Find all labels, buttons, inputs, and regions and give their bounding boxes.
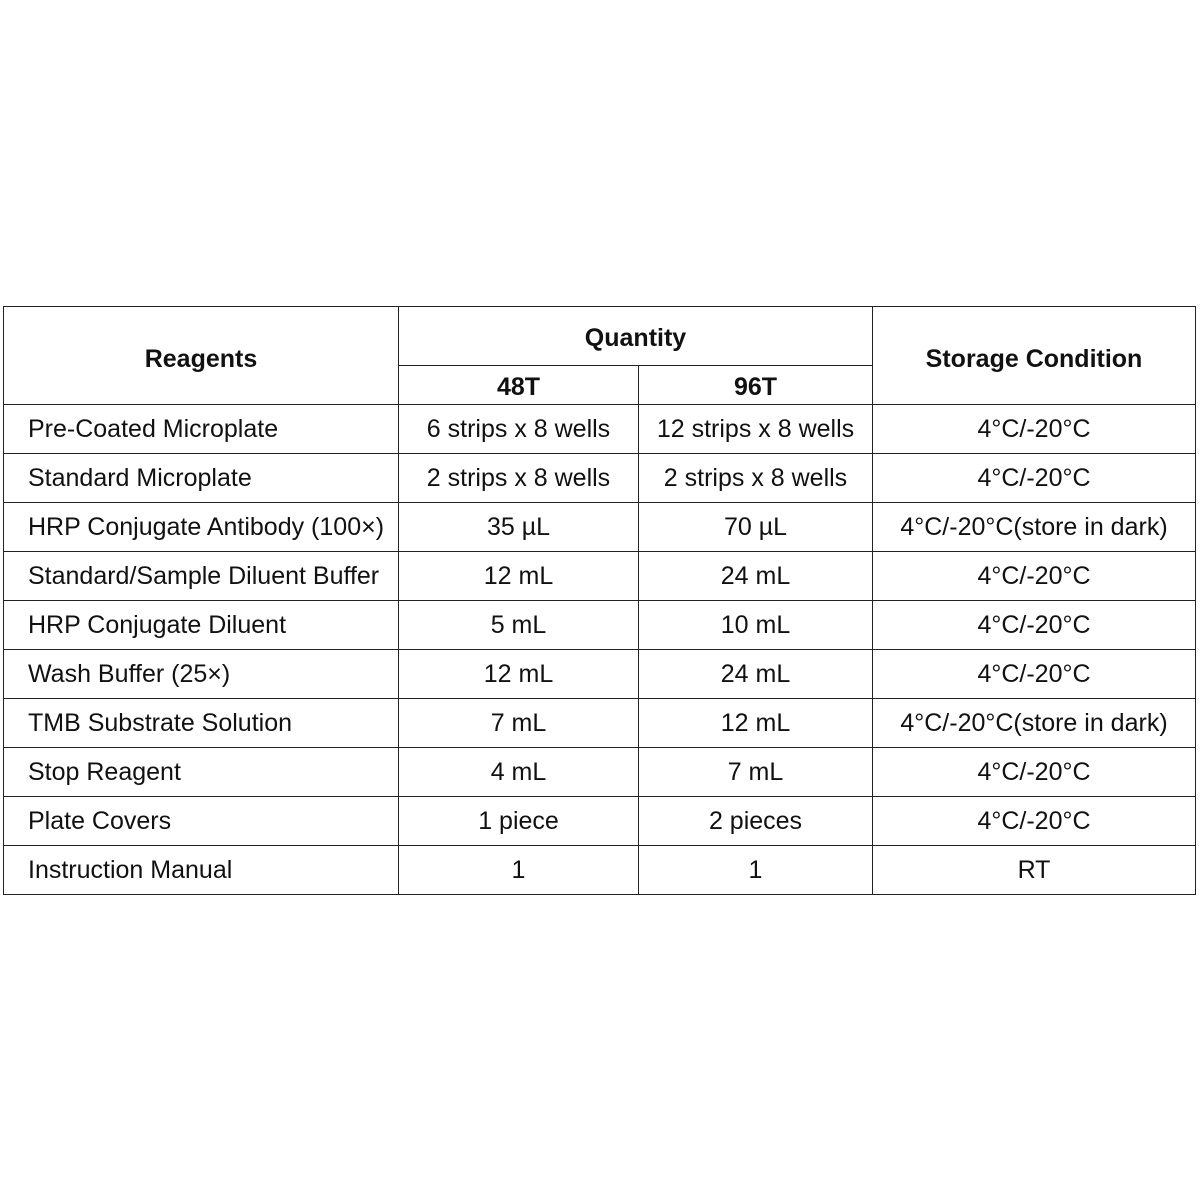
reagent-cell: Instruction Manual: [4, 846, 399, 895]
reagent-cell: Standard/Sample Diluent Buffer: [4, 552, 399, 601]
quantity-96t-cell: 70 µL: [639, 503, 873, 552]
storage-cell: 4°C/-20°C: [873, 405, 1196, 454]
quantity-48t-header: 48T: [399, 366, 639, 405]
quantity-96t-cell: 1: [639, 846, 873, 895]
storage-cell: 4°C/-20°C: [873, 797, 1196, 846]
reagent-cell: Pre-Coated Microplate: [4, 405, 399, 454]
quantity-48t-cell: 4 mL: [399, 748, 639, 797]
table-row: [4, 699, 1196, 748]
header-row: [4, 307, 1196, 366]
table-row: [4, 601, 1196, 650]
storage-cell: 4°C/-20°C: [873, 454, 1196, 503]
quantity-48t-cell: 1 piece: [399, 797, 639, 846]
quantity-96t-cell: 12 strips x 8 wells: [639, 405, 873, 454]
reagent-cell: Standard Microplate: [4, 454, 399, 503]
reagents-table: [3, 306, 1196, 895]
quantity-48t-cell: 7 mL: [399, 699, 639, 748]
reagents-header: Reagents: [4, 307, 399, 405]
quantity-header: Quantity: [399, 307, 873, 366]
table-body: [4, 405, 1196, 895]
storage-cell: 4°C/-20°C(store in dark): [873, 699, 1196, 748]
table-row: [4, 797, 1196, 846]
reagent-cell: Wash Buffer (25×): [4, 650, 399, 699]
table-row: [4, 503, 1196, 552]
table-row: [4, 748, 1196, 797]
storage-cell: 4°C/-20°C(store in dark): [873, 503, 1196, 552]
quantity-96t-cell: 24 mL: [639, 650, 873, 699]
quantity-48t-cell: 12 mL: [399, 650, 639, 699]
storage-cell: 4°C/-20°C: [873, 748, 1196, 797]
table-row: [4, 650, 1196, 699]
quantity-48t-cell: 5 mL: [399, 601, 639, 650]
quantity-48t-cell: 6 strips x 8 wells: [399, 405, 639, 454]
quantity-48t-cell: 12 mL: [399, 552, 639, 601]
quantity-96t-cell: 12 mL: [639, 699, 873, 748]
storage-condition-header: Storage Condition: [873, 307, 1196, 405]
storage-cell: 4°C/-20°C: [873, 650, 1196, 699]
quantity-96t-cell: 2 strips x 8 wells: [639, 454, 873, 503]
table-row: [4, 846, 1196, 895]
quantity-48t-cell: 1: [399, 846, 639, 895]
reagent-cell: HRP Conjugate Diluent: [4, 601, 399, 650]
storage-cell: 4°C/-20°C: [873, 601, 1196, 650]
quantity-96t-header: 96T: [639, 366, 873, 405]
table-row: [4, 405, 1196, 454]
quantity-96t-cell: 24 mL: [639, 552, 873, 601]
table-row: [4, 552, 1196, 601]
reagent-cell: TMB Substrate Solution: [4, 699, 399, 748]
table-row: [4, 454, 1196, 503]
quantity-96t-cell: 10 mL: [639, 601, 873, 650]
storage-cell: RT: [873, 846, 1196, 895]
quantity-96t-cell: 2 pieces: [639, 797, 873, 846]
storage-cell: 4°C/-20°C: [873, 552, 1196, 601]
reagent-cell: HRP Conjugate Antibody (100×): [4, 503, 399, 552]
quantity-96t-cell: 7 mL: [639, 748, 873, 797]
reagent-cell: Plate Covers: [4, 797, 399, 846]
reagent-cell: Stop Reagent: [4, 748, 399, 797]
quantity-48t-cell: 35 µL: [399, 503, 639, 552]
quantity-48t-cell: 2 strips x 8 wells: [399, 454, 639, 503]
